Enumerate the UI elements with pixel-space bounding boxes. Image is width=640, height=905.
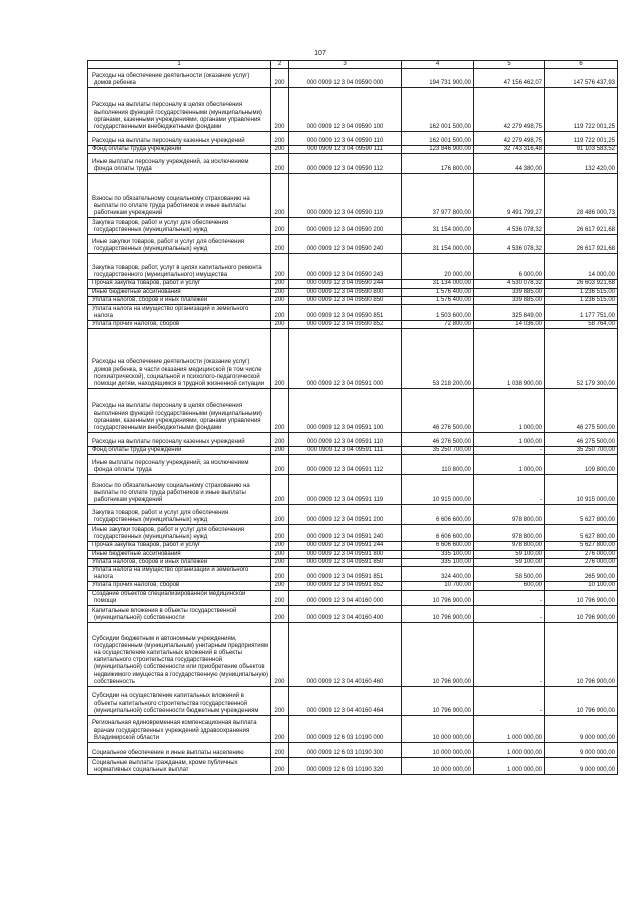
- row-name: Региональная единовременная компенсационная выплата врачам государственных учреждений здравоохранения Владимирской области: [92, 720, 257, 741]
- executed-amount-cell: -: [474, 623, 545, 687]
- approved-amount-cell: 10 000 000,00: [402, 716, 474, 743]
- line-code-cell: 200: [271, 590, 289, 605]
- executed-amount-cell: 42 279 498,75: [474, 88, 545, 132]
- budget-code-cell: 000 0909 12 3 04 40160 400: [289, 606, 402, 623]
- unexecuted-amount-cell: 91 103 583,52: [545, 146, 618, 154]
- row-name-cell: [88, 296, 271, 304]
- executed-amount-cell: 978 800,00: [474, 525, 545, 542]
- row-name-cell: [88, 389, 271, 433]
- unexecuted-amount-cell: 46 275 500,00: [545, 389, 618, 433]
- row-name: Закупка товаров, работ и услуг для обеспечения государственных (муниципальных) нужд: [92, 220, 229, 234]
- unexecuted-amount-cell: 52 179 300,00: [545, 329, 618, 389]
- executed-amount-cell: 1 038 900,00: [474, 329, 545, 389]
- approved-amount-cell: 31 154 000,00: [402, 235, 474, 254]
- unexecuted-amount-cell: 46 275 500,00: [545, 433, 618, 447]
- budget-table: [87, 60, 618, 775]
- table-row: [88, 296, 618, 304]
- unexecuted-amount-cell: 10 100,00: [545, 582, 618, 590]
- budget-code-cell: 000 0909 12 3 04 09590 851: [289, 305, 402, 321]
- row-name: Социальное обеспечение и иные выплаты населению: [92, 749, 244, 756]
- executed-amount-cell: -: [474, 447, 545, 455]
- budget-code-cell: 000 0909 12 3 04 09591 240: [289, 525, 402, 542]
- row-name-cell: [88, 590, 271, 605]
- unexecuted-amount-cell: 265 900,00: [545, 567, 618, 582]
- unexecuted-amount-cell: 5 627 800,00: [545, 525, 618, 542]
- row-name: Иные закупки товаров, работ и услуг для обеспечения государственных (муниципальных) нужд: [92, 239, 245, 253]
- page-number: 107: [314, 50, 326, 57]
- unexecuted-amount-cell: 10 796 900,00: [545, 606, 618, 623]
- budget-code-cell: 000 0909 12 3 04 09591 200: [289, 505, 402, 525]
- row-name: Уплата прочих налогов, сборов: [92, 582, 180, 589]
- unexecuted-amount-cell: 9 000 000,00: [545, 716, 618, 743]
- table-row: [88, 743, 618, 758]
- approved-amount-cell: 10 700,00: [402, 582, 474, 590]
- row-name: Субсидии на осуществление капитальных вложений в объекты капитального строительства государственной (муниципальной) собственности бюджетным учреждениям: [92, 693, 259, 714]
- approved-amount-cell: 10 915 000,00: [402, 475, 474, 505]
- budget-code-cell: 000 0909 12 6 03 10190 320: [289, 758, 402, 775]
- line-code-cell: 200: [271, 433, 289, 447]
- table-row: [88, 758, 618, 775]
- line-code-cell: 200: [271, 558, 289, 566]
- budget-code-cell: 000 0909 12 3 04 09591 851: [289, 567, 402, 582]
- row-name-cell: [88, 550, 271, 558]
- budget-code-cell: 000 0909 12 3 04 09590 110: [289, 132, 402, 146]
- line-code-cell: 200: [271, 567, 289, 582]
- budget-code-cell: 000 0909 12 3 04 40160 000: [289, 590, 402, 605]
- table-row: [88, 88, 618, 132]
- approved-amount-cell: 176 800,00: [402, 154, 474, 174]
- row-name-cell: [88, 542, 271, 550]
- row-name: Субсидии бюджетным и автономным учреждениям, государственным (муниципальным) унитарным предприятиям на осуществление капитальных вложений в объекты капитального строительства государственной (муниципальной) собственности или приобретение объектов недвижимого имущества в государственную (муниципальную) собственность: [92, 635, 268, 685]
- line-code-cell: 200: [271, 280, 289, 288]
- line-code-cell: 200: [271, 88, 289, 132]
- line-code-cell: 200: [271, 505, 289, 525]
- budget-code-cell: 000 0909 12 3 04 40160 460: [289, 623, 402, 687]
- row-name-cell: [88, 758, 271, 775]
- unexecuted-amount-cell: 26 617 921,68: [545, 218, 618, 235]
- approved-amount-cell: 10 796 900,00: [402, 623, 474, 687]
- budget-code-cell: 000 0909 12 3 04 09591 244: [289, 542, 402, 550]
- line-code-cell: 200: [271, 606, 289, 623]
- line-code-cell: 200: [271, 475, 289, 505]
- budget-code-cell: 000 0909 12 3 04 09590 243: [289, 254, 402, 280]
- row-name: Иные выплаты персоналу учреждений, за исключением фонда оплаты труда: [92, 460, 249, 474]
- table-row: [88, 455, 618, 475]
- row-name: Расходы на выплаты персоналу казенных учреждений: [92, 439, 245, 446]
- approved-amount-cell: 10 796 900,00: [402, 606, 474, 623]
- table-row: [88, 558, 618, 566]
- approved-amount-cell: 1 576 400,00: [402, 296, 474, 304]
- row-name: Взносы по обязательному социальному страхованию на выплаты по оплате труда работников и иные выплаты работникам учреждений: [92, 482, 250, 504]
- unexecuted-amount-cell: 10 796 900,00: [545, 687, 618, 716]
- row-name: Расходы на обеспечение деятельности (оказание услуг) домов ребенка: [92, 72, 250, 86]
- table-row: [88, 433, 618, 447]
- table-row: [88, 623, 618, 687]
- unexecuted-amount-cell: 9 000 000,00: [545, 758, 618, 775]
- executed-amount-cell: 42 279 498,75: [474, 132, 545, 146]
- budget-code-cell: 000 0909 12 3 04 09590 240: [289, 235, 402, 254]
- approved-amount-cell: 335 100,00: [402, 558, 474, 566]
- executed-amount-cell: 59 100,00: [474, 550, 545, 558]
- line-code-cell: 200: [271, 329, 289, 389]
- executed-amount-cell: 978 800,00: [474, 542, 545, 550]
- approved-amount-cell: 1 503 600,00: [402, 305, 474, 321]
- line-code-cell: 200: [271, 542, 289, 550]
- executed-amount-cell: 4 536 078,32: [474, 235, 545, 254]
- approved-amount-cell: 10 000 000,00: [402, 758, 474, 775]
- line-code-cell: 200: [271, 174, 289, 218]
- budget-code-cell: 000 0909 12 6 03 10190 000: [289, 716, 402, 743]
- row-name-cell: [88, 558, 271, 566]
- approved-amount-cell: 10 000 000,00: [402, 743, 474, 758]
- budget-code-cell: 000 0909 12 3 04 09590 111: [289, 146, 402, 154]
- unexecuted-amount-cell: 28 486 000,73: [545, 174, 618, 218]
- table-row: [88, 69, 618, 88]
- unexecuted-amount-cell: 147 576 437,93: [545, 69, 618, 88]
- row-name: Фонд оплаты труда учреждений: [92, 146, 182, 153]
- budget-code-cell: 000 0909 12 3 04 09590 100: [289, 88, 402, 132]
- approved-amount-cell: 6 606 600,00: [402, 542, 474, 550]
- table-row: [88, 329, 618, 389]
- row-name: Уплата налогов, сборов и иных платежей: [92, 558, 208, 565]
- row-name: Прочая закупка товаров, работ и услуг: [92, 542, 201, 549]
- line-code-cell: 200: [271, 389, 289, 433]
- row-name: Расходы на выплаты персоналу казенных учреждений: [92, 138, 245, 144]
- column-header: 4: [402, 61, 474, 69]
- executed-amount-cell: 1 000,00: [474, 455, 545, 475]
- row-name: Капитальные вложения в объекты государственной (муниципальной) собственности: [92, 607, 237, 621]
- table-row: [88, 606, 618, 623]
- unexecuted-amount-cell: 26 603 921,68: [545, 280, 618, 288]
- line-code-cell: 200: [271, 305, 289, 321]
- table-row: [88, 132, 618, 146]
- row-name: Иные бюджетные ассигнования: [92, 550, 181, 557]
- table-row: [88, 550, 618, 558]
- row-name: Уплата налогов, сборов и иных платежей: [92, 296, 208, 303]
- approved-amount-cell: 162 001 500,00: [402, 132, 474, 146]
- column-header: 2: [271, 61, 289, 69]
- table-row: [88, 288, 618, 296]
- row-name-cell: [88, 305, 271, 321]
- approved-amount-cell: 53 218 200,00: [402, 329, 474, 389]
- budget-code-cell: 000 0909 12 3 04 09591 112: [289, 455, 402, 475]
- executed-amount-cell: 1 000,00: [474, 433, 545, 447]
- unexecuted-amount-cell: 58 764,00: [545, 321, 618, 329]
- table-row: [88, 505, 618, 525]
- executed-amount-cell: 14 036,00: [474, 321, 545, 329]
- row-name: Закупка товаров, работ, услуг в целях капитального ремонта государственного (муниципального) имущества: [92, 265, 262, 279]
- table-row: [88, 321, 618, 329]
- row-name-cell: [88, 254, 271, 280]
- unexecuted-amount-cell: 9 000 000,00: [545, 743, 618, 758]
- row-name: Уплата прочих налогов, сборов: [92, 321, 180, 328]
- line-code-cell: 200: [271, 550, 289, 558]
- row-name: Уплата налога на имущество организаций и земельного налога: [92, 567, 249, 581]
- executed-amount-cell: 1 000 000,00: [474, 758, 545, 775]
- executed-amount-cell: 9 491 799,27: [474, 174, 545, 218]
- row-name: Создание объектов специализированной медицинской помощи: [92, 590, 246, 604]
- table-row: [88, 154, 618, 174]
- row-name-cell: [88, 455, 271, 475]
- unexecuted-amount-cell: 119 722 001,25: [545, 132, 618, 146]
- column-header: 3: [289, 61, 402, 69]
- row-name-cell: [88, 433, 271, 447]
- approved-amount-cell: 46 276 500,00: [402, 433, 474, 447]
- budget-code-cell: 000 0909 12 3 04 09591 110: [289, 433, 402, 447]
- budget-code-cell: 000 0909 12 3 04 09591 800: [289, 550, 402, 558]
- table-body: [88, 69, 618, 775]
- line-code-cell: 200: [271, 254, 289, 280]
- row-name-cell: [88, 743, 271, 758]
- budget-code-cell: 000 0909 12 3 04 09590 800: [289, 288, 402, 296]
- line-code-cell: 200: [271, 132, 289, 146]
- approved-amount-cell: 10 796 900,00: [402, 590, 474, 605]
- approved-amount-cell: 31 154 000,00: [402, 218, 474, 235]
- executed-amount-cell: 6 000,00: [474, 254, 545, 280]
- budget-code-cell: 000 0909 12 3 04 09591 852: [289, 582, 402, 590]
- line-code-cell: 200: [271, 525, 289, 542]
- table-row: [88, 582, 618, 590]
- executed-amount-cell: 600,00: [474, 582, 545, 590]
- row-name-cell: [88, 567, 271, 582]
- line-code-cell: 200: [271, 582, 289, 590]
- unexecuted-amount-cell: 5 627 800,00: [545, 505, 618, 525]
- unexecuted-amount-cell: 35 250 700,00: [545, 447, 618, 455]
- budget-code-cell: 000 0909 12 3 04 09591 100: [289, 389, 402, 433]
- row-name-cell: [88, 146, 271, 154]
- row-name-cell: [88, 447, 271, 455]
- executed-amount-cell: 47 156 462,07: [474, 69, 545, 88]
- table-row: [88, 305, 618, 321]
- table-row: [88, 447, 618, 455]
- approved-amount-cell: 1 576 400,00: [402, 288, 474, 296]
- approved-amount-cell: 35 250 700,00: [402, 447, 474, 455]
- row-name-cell: [88, 606, 271, 623]
- executed-amount-cell: -: [474, 590, 545, 605]
- row-name-cell: [88, 475, 271, 505]
- budget-code-cell: 000 0909 12 3 04 09590 000: [289, 69, 402, 88]
- row-name-cell: [88, 174, 271, 218]
- row-name-cell: [88, 218, 271, 235]
- line-code-cell: 200: [271, 69, 289, 88]
- column-header: 6: [545, 61, 618, 69]
- line-code-cell: 200: [271, 288, 289, 296]
- row-name-cell: [88, 154, 271, 174]
- row-name-cell: [88, 329, 271, 389]
- row-name: Фонд оплаты труда учреждений: [92, 447, 182, 454]
- row-name: Расходы на обеспечение деятельности (оказание услуг) домов ребенка, в части оказания медицинской (в том числе психиатрической), социальной и психолого-педагогической помощи детям, находящимся в трудной жизненной ситуации: [92, 359, 265, 388]
- unexecuted-amount-cell: 10 915 000,00: [545, 475, 618, 505]
- row-name: Иные бюджетные ассигнования: [92, 288, 181, 295]
- executed-amount-cell: 325 849,00: [474, 305, 545, 321]
- column-header: 5: [474, 61, 545, 69]
- row-name-cell: [88, 69, 271, 88]
- budget-code-cell: 000 0909 12 3 04 09590 850: [289, 296, 402, 304]
- budget-code-cell: 000 0909 12 3 04 09590 852: [289, 321, 402, 329]
- table-row: [88, 174, 618, 218]
- budget-code-cell: 000 0909 12 3 04 09591 119: [289, 475, 402, 505]
- unexecuted-amount-cell: 5 627 800,00: [545, 542, 618, 550]
- column-number-row: [88, 61, 618, 69]
- unexecuted-amount-cell: 1 236 515,00: [545, 296, 618, 304]
- unexecuted-amount-cell: 276 000,00: [545, 558, 618, 566]
- executed-amount-cell: -: [474, 475, 545, 505]
- row-name-cell: [88, 505, 271, 525]
- line-code-cell: 200: [271, 623, 289, 687]
- executed-amount-cell: 4 530 078,32: [474, 280, 545, 288]
- line-code-cell: 200: [271, 235, 289, 254]
- table-row: [88, 687, 618, 716]
- table-row: [88, 542, 618, 550]
- row-name-cell: [88, 88, 271, 132]
- row-name: Иные выплаты персоналу учреждений, за исключением фонда оплаты труда: [92, 159, 249, 173]
- executed-amount-cell: 4 536 078,32: [474, 218, 545, 235]
- budget-code-cell: 000 0909 12 3 04 09591 000: [289, 329, 402, 389]
- row-name: Расходы на выплаты персоналу в целях обеспечения выполнения функций государственными (муниципальными) органами, казенными учреждениями, органами управления государственными внебюджетными фондами: [92, 403, 262, 432]
- row-name: Иные закупки товаров, работ и услуг для обеспечения государственных (муниципальных) нужд: [92, 527, 245, 541]
- line-code-cell: 200: [271, 296, 289, 304]
- line-code-cell: 200: [271, 716, 289, 743]
- budget-code-cell: 000 0909 12 3 04 09590 200: [289, 218, 402, 235]
- row-name-cell: [88, 525, 271, 542]
- line-code-cell: 200: [271, 455, 289, 475]
- executed-amount-cell: 32 743 316,48: [474, 146, 545, 154]
- line-code-cell: 200: [271, 758, 289, 775]
- row-name: Закупка товаров, работ и услуг для обеспечения государственных (муниципальных) нужд: [92, 510, 229, 524]
- executed-amount-cell: 339 885,00: [474, 296, 545, 304]
- line-code-cell: 200: [271, 447, 289, 455]
- budget-code-cell: 000 0909 12 3 04 09591 111: [289, 447, 402, 455]
- approved-amount-cell: 335 100,00: [402, 550, 474, 558]
- line-code-cell: 200: [271, 154, 289, 174]
- row-name: Взносы по обязательному социальному страхованию на выплаты по оплате труда работников и иные выплаты работникам учреждений: [92, 195, 250, 217]
- executed-amount-cell: 978 800,00: [474, 505, 545, 525]
- row-name-cell: [88, 716, 271, 743]
- row-name-cell: [88, 687, 271, 716]
- executed-amount-cell: -: [474, 687, 545, 716]
- table-row: [88, 716, 618, 743]
- unexecuted-amount-cell: 1 177 751,00: [545, 305, 618, 321]
- row-name: Прочая закупка товаров, работ и услуг: [92, 280, 201, 287]
- budget-code-cell: 000 0909 12 3 04 09590 244: [289, 280, 402, 288]
- executed-amount-cell: 1 000 000,00: [474, 716, 545, 743]
- unexecuted-amount-cell: 26 617 921,68: [545, 235, 618, 254]
- line-code-cell: 200: [271, 687, 289, 716]
- unexecuted-amount-cell: 119 722 001,25: [545, 88, 618, 132]
- column-header: 1: [88, 61, 271, 69]
- table-row: [88, 146, 618, 154]
- approved-amount-cell: 324 400,00: [402, 567, 474, 582]
- unexecuted-amount-cell: 276 000,00: [545, 550, 618, 558]
- approved-amount-cell: 72 800,00: [402, 321, 474, 329]
- row-name-cell: [88, 280, 271, 288]
- approved-amount-cell: 10 796 900,00: [402, 687, 474, 716]
- unexecuted-amount-cell: 1 236 515,00: [545, 288, 618, 296]
- table-row: [88, 218, 618, 235]
- unexecuted-amount-cell: 10 796 900,00: [545, 623, 618, 687]
- executed-amount-cell: 58 500,00: [474, 567, 545, 582]
- table-row: [88, 590, 618, 605]
- budget-code-cell: 000 0909 12 3 04 40160 464: [289, 687, 402, 716]
- budget-code-cell: 000 0909 12 3 04 09590 112: [289, 154, 402, 174]
- table-row: [88, 235, 618, 254]
- approved-amount-cell: 110 800,00: [402, 455, 474, 475]
- approved-amount-cell: 46 276 500,00: [402, 389, 474, 433]
- approved-amount-cell: 194 731 900,00: [402, 69, 474, 88]
- table-row: [88, 525, 618, 542]
- executed-amount-cell: 1 000,00: [474, 389, 545, 433]
- unexecuted-amount-cell: 132 420,00: [545, 154, 618, 174]
- row-name-cell: [88, 235, 271, 254]
- budget-code-cell: 000 0909 12 3 04 09591 850: [289, 558, 402, 566]
- executed-amount-cell: 1 000 000,00: [474, 743, 545, 758]
- executed-amount-cell: -: [474, 606, 545, 623]
- unexecuted-amount-cell: 109 800,00: [545, 455, 618, 475]
- row-name-cell: [88, 623, 271, 687]
- row-name-cell: [88, 288, 271, 296]
- row-name: Расходы на выплаты персоналу в целях обеспечения выполнения функций государственными (муниципальными) органами, казенными учреждениями, органами управления государственными внебюджетными фондами: [92, 102, 262, 130]
- approved-amount-cell: 123 846 900,00: [402, 146, 474, 154]
- executed-amount-cell: 339 885,00: [474, 288, 545, 296]
- table-row: [88, 475, 618, 505]
- table-row: [88, 389, 618, 433]
- approved-amount-cell: 20 000,00: [402, 254, 474, 280]
- row-name-cell: [88, 132, 271, 146]
- table-row: [88, 567, 618, 582]
- row-name: Уплата налога на имущество организаций и земельного налога: [92, 305, 249, 319]
- executed-amount-cell: 44 380,00: [474, 154, 545, 174]
- row-name-cell: [88, 582, 271, 590]
- line-code-cell: 200: [271, 321, 289, 329]
- approved-amount-cell: 6 606 600,00: [402, 505, 474, 525]
- budget-code-cell: 000 0909 12 6 03 10190 300: [289, 743, 402, 758]
- approved-amount-cell: 6 606 600,00: [402, 525, 474, 542]
- row-name-cell: [88, 321, 271, 329]
- table-row: [88, 280, 618, 288]
- unexecuted-amount-cell: 10 796 900,00: [545, 590, 618, 605]
- approved-amount-cell: 37 977 800,00: [402, 174, 474, 218]
- executed-amount-cell: 59 100,00: [474, 558, 545, 566]
- row-name: Социальные выплаты гражданам, кроме публичных нормативных социальных выплат: [92, 759, 238, 773]
- table-row: [88, 254, 618, 280]
- approved-amount-cell: 162 001 500,00: [402, 88, 474, 132]
- line-code-cell: 200: [271, 218, 289, 235]
- line-code-cell: 200: [271, 743, 289, 758]
- approved-amount-cell: 31 134 000,00: [402, 280, 474, 288]
- budget-code-cell: 000 0909 12 3 04 09590 119: [289, 174, 402, 218]
- unexecuted-amount-cell: 14 000,00: [545, 254, 618, 280]
- line-code-cell: 200: [271, 146, 289, 154]
